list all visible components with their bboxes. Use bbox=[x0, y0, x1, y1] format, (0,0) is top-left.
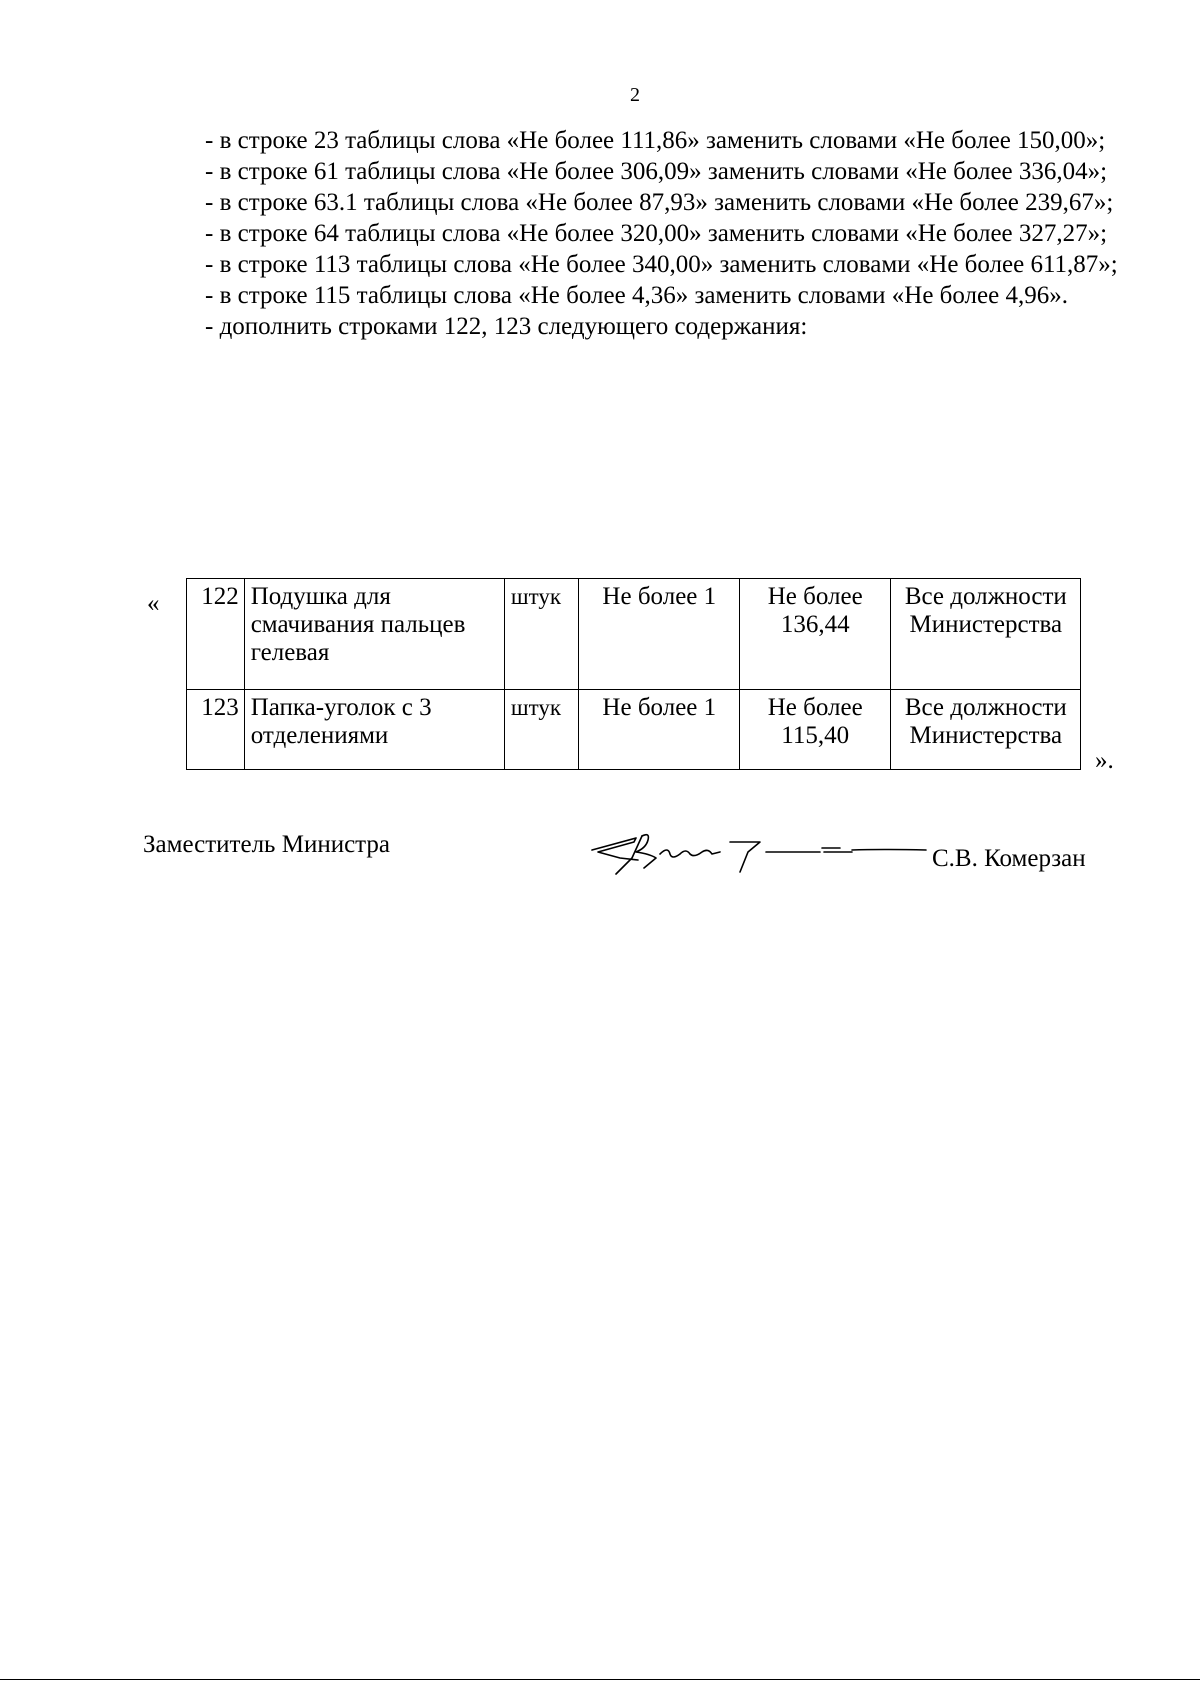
item-name: Папка-уголок с 3 отделениями bbox=[244, 690, 504, 770]
paragraph-6: - в строке 115 таблицы слова «Не более 4,36» заменить словами «Не более 4,96». bbox=[205, 282, 1068, 309]
item-name: Подушка для смачивания пальцев гелевая bbox=[244, 579, 504, 690]
item-quantity: Не более 1 bbox=[578, 579, 739, 690]
table-quote-close: ». bbox=[1095, 747, 1114, 774]
item-positions: Все должности Министерства bbox=[890, 690, 1080, 770]
item-positions: Все должности Министерства bbox=[890, 579, 1080, 690]
signer-title: Заместитель Министра bbox=[143, 831, 390, 858]
item-unit: штук bbox=[504, 690, 578, 770]
paragraph-4: - в строке 64 таблицы слова «Не более 320,00» заменить словами «Не более 327,27»; bbox=[205, 220, 1108, 247]
row-number: 123 bbox=[187, 690, 245, 770]
item-price: Не более 136,44 bbox=[739, 579, 890, 690]
table-quote-open: « bbox=[147, 590, 160, 617]
table-row bbox=[187, 690, 1081, 770]
page-number: 2 bbox=[630, 84, 640, 106]
paragraph-7: - дополнить строками 122, 123 следующего содержания: bbox=[205, 313, 808, 340]
footer-divider bbox=[0, 1679, 1200, 1680]
handwritten-signature bbox=[590, 828, 930, 882]
paragraph-2: - в строке 61 таблицы слова «Не более 306,09» заменить словами «Не более 336,04»; bbox=[205, 158, 1108, 185]
item-unit: штук bbox=[504, 579, 578, 690]
signer-name: С.В. Комерзан bbox=[932, 845, 1086, 872]
items-table bbox=[186, 578, 1081, 770]
item-quantity: Не более 1 bbox=[578, 690, 739, 770]
table-row bbox=[187, 579, 1081, 690]
row-number: 122 bbox=[187, 579, 245, 690]
paragraph-5: - в строке 113 таблицы слова «Не более 340,00» заменить словами «Не более 611,87»; bbox=[205, 251, 1118, 278]
item-price: Не более 115,40 bbox=[739, 690, 890, 770]
paragraph-3: - в строке 63.1 таблицы слова «Не более 87,93» заменить словами «Не более 239,67»; bbox=[205, 189, 1114, 216]
paragraph-1: - в строке 23 таблицы слова «Не более 111,86» заменить словами «Не более 150,00»; bbox=[205, 127, 1106, 154]
body-text bbox=[148, 125, 1123, 342]
